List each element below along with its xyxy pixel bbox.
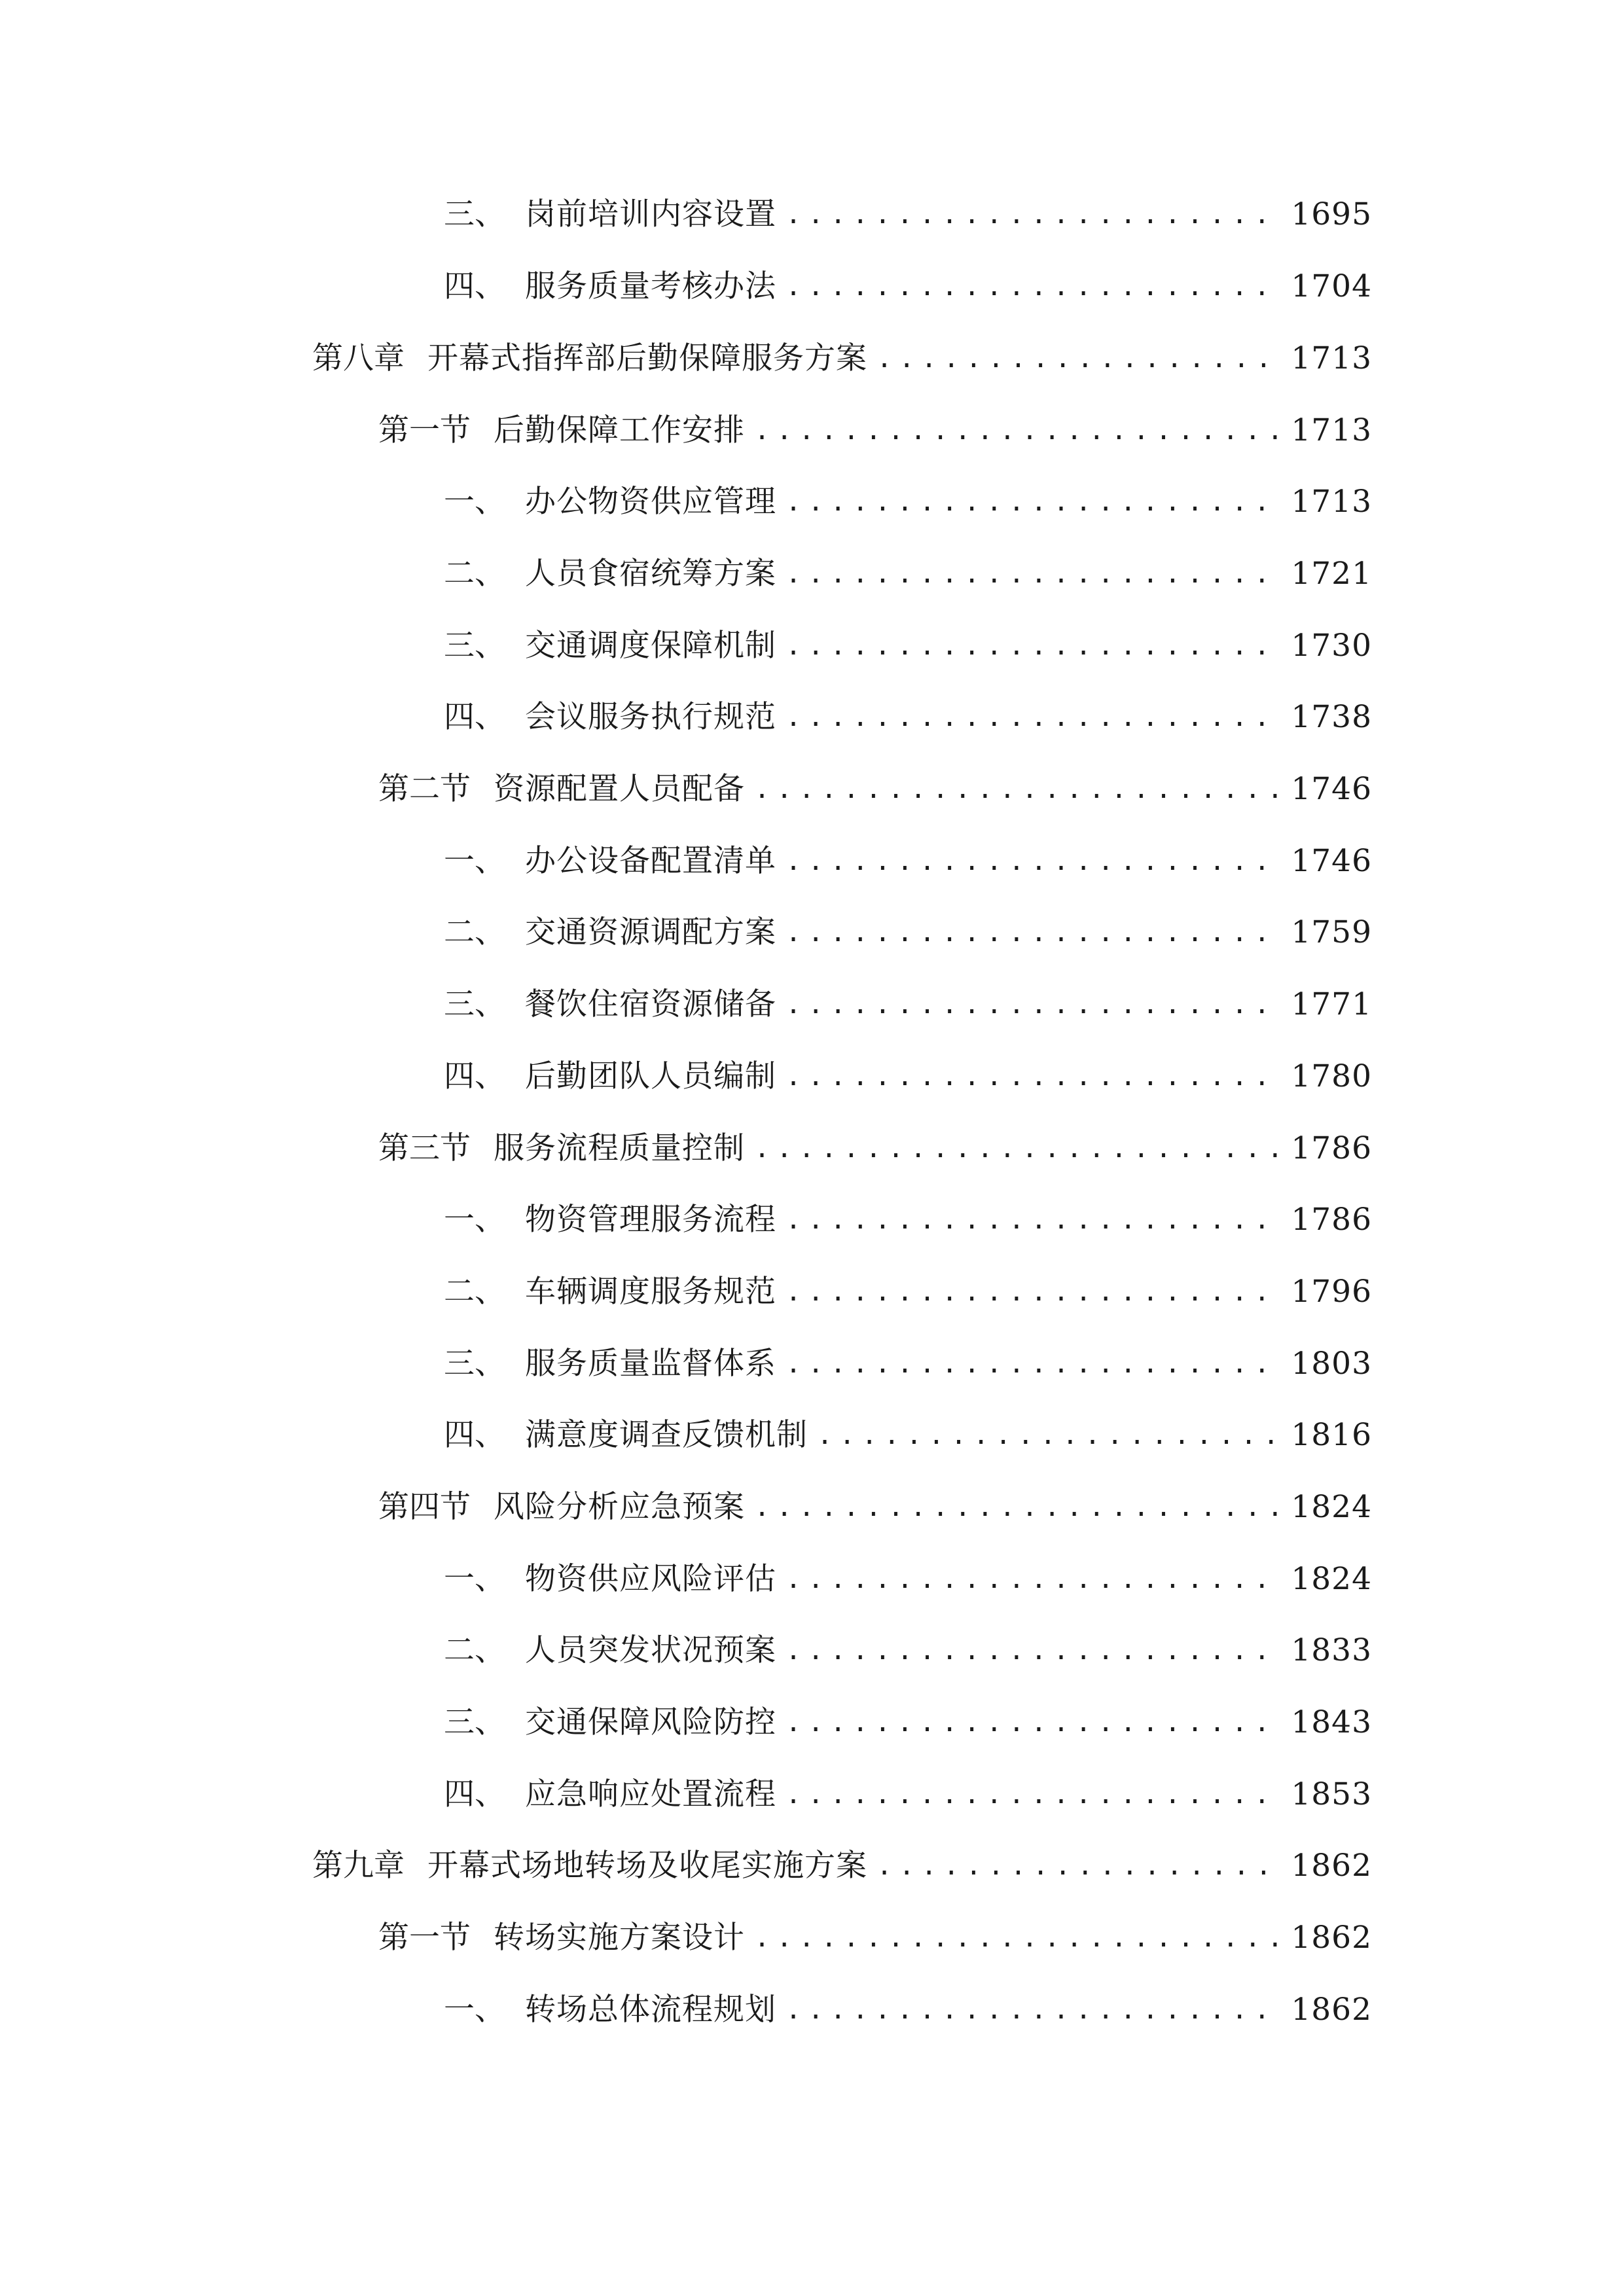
toc-entry-title: 交通保障风险防控	[525, 1704, 776, 1740]
toc-entry-title: 人员食宿统筹方案	[525, 556, 776, 592]
toc-entry-number: 第四节	[378, 1489, 471, 1525]
toc-entry[interactable]	[444, 1631, 1372, 1670]
toc-entry-title: 资源配置人员配备	[494, 771, 745, 807]
toc-entry-title: 风险分析应急预案	[494, 1489, 745, 1525]
toc-dot-leader	[785, 1560, 1279, 1599]
toc-dot-leader	[785, 842, 1279, 881]
toc-entry-page: 1713	[1291, 412, 1372, 448]
toc-entry-page: 1853	[1291, 1776, 1372, 1812]
toc-entry-page: 1843	[1291, 1704, 1372, 1740]
toc-entry-number: 四、	[444, 1417, 505, 1453]
toc-entry[interactable]	[444, 985, 1372, 1024]
toc-entry-title: 交通调度保障机制	[525, 628, 776, 664]
toc-dot-leader	[754, 1918, 1279, 1958]
toc-entry-number: 四、	[444, 1776, 505, 1812]
toc-dot-leader	[785, 482, 1279, 522]
toc-entry-title: 满意度调查反馈机制	[525, 1417, 808, 1453]
toc-section-entry[interactable]	[378, 411, 1372, 450]
toc-entry-number: 一、	[444, 1992, 505, 2028]
toc-entry-number: 一、	[444, 484, 505, 520]
toc-entry-number: 第三节	[378, 1130, 471, 1166]
toc-entry-title: 应急响应处置流程	[525, 1776, 776, 1812]
toc-entry-title: 岗前培训内容设置	[525, 196, 776, 232]
toc-entry-number: 四、	[444, 699, 505, 735]
toc-entry-number: 二、	[444, 914, 505, 950]
toc-entry-title: 开幕式指挥部后勤保障服务方案	[427, 340, 867, 376]
toc-entry[interactable]	[444, 1703, 1372, 1742]
toc-section-entry[interactable]	[378, 1918, 1372, 1958]
toc-entry[interactable]	[444, 267, 1372, 306]
toc-entry-page: 1738	[1291, 699, 1372, 735]
toc-entry-page: 1786	[1291, 1130, 1372, 1166]
toc-entry-number: 第二节	[378, 771, 471, 807]
toc-entry-page: 1824	[1291, 1561, 1372, 1597]
toc-dot-leader	[785, 1775, 1279, 1814]
toc-entry[interactable]	[444, 1990, 1372, 2030]
toc-entry-title: 服务流程质量控制	[494, 1130, 745, 1166]
toc-chapter-entry[interactable]	[312, 1846, 1372, 1886]
toc-entry-number: 第一节	[378, 412, 471, 448]
toc-entry-title: 后勤团队人员编制	[525, 1058, 776, 1094]
toc-entry-title: 办公设备配置清单	[525, 843, 776, 879]
toc-entry-number: 一、	[444, 1202, 505, 1238]
toc-dot-leader	[785, 985, 1279, 1024]
toc-entry-page: 1833	[1291, 1632, 1372, 1668]
toc-dot-leader	[754, 411, 1279, 450]
toc-entry[interactable]	[444, 195, 1372, 234]
toc-entry-title: 办公物资供应管理	[525, 484, 776, 520]
toc-entry-number: 二、	[444, 1274, 505, 1310]
toc-entry-number: 三、	[444, 196, 505, 232]
toc-entry-number: 二、	[444, 556, 505, 592]
toc-entry[interactable]	[444, 626, 1372, 666]
toc-entry-title: 车辆调度服务规范	[525, 1274, 776, 1310]
toc-dot-leader	[785, 626, 1279, 666]
toc-dot-leader	[817, 1416, 1279, 1455]
toc-entry-page: 1771	[1291, 986, 1372, 1022]
toc-entry-number: 第九章	[312, 1848, 405, 1884]
toc-entry-page: 1746	[1291, 771, 1372, 807]
toc-entry[interactable]	[444, 554, 1372, 594]
toc-dot-leader	[785, 913, 1279, 952]
toc-entry-number: 一、	[444, 843, 505, 879]
toc-entry[interactable]	[444, 1057, 1372, 1096]
toc-entry-page: 1713	[1291, 484, 1372, 520]
toc-dot-leader	[754, 770, 1279, 809]
toc-entry-title: 会议服务执行规范	[525, 699, 776, 735]
toc-entry-page: 1796	[1291, 1274, 1372, 1310]
toc-entry-number: 三、	[444, 1346, 505, 1382]
toc-entry[interactable]	[444, 1272, 1372, 1312]
toc-entry[interactable]	[444, 482, 1372, 522]
toc-entry[interactable]	[444, 1200, 1372, 1240]
toc-entry-number: 一、	[444, 1561, 505, 1597]
toc-entry[interactable]	[444, 1775, 1372, 1814]
toc-entry-title: 后勤保障工作安排	[494, 412, 745, 448]
toc-entry-page: 1759	[1291, 914, 1372, 950]
toc-entry-number: 三、	[444, 628, 505, 664]
toc-entry-page: 1746	[1291, 843, 1372, 879]
toc-entry-page: 1786	[1291, 1202, 1372, 1238]
toc-entry[interactable]	[444, 913, 1372, 952]
toc-entry-page: 1803	[1291, 1346, 1372, 1382]
toc-entry-number: 四、	[444, 268, 505, 304]
toc-entry-title: 转场实施方案设计	[494, 1920, 745, 1956]
toc-entry-page: 1695	[1291, 196, 1372, 232]
toc-entry[interactable]	[444, 1560, 1372, 1599]
toc-entry-title: 人员突发状况预案	[525, 1632, 776, 1668]
toc-entry-title: 服务质量考核办法	[525, 268, 776, 304]
toc-dot-leader	[785, 1703, 1279, 1742]
toc-section-entry[interactable]	[378, 1488, 1372, 1527]
toc-dot-leader	[876, 339, 1279, 378]
toc-entry[interactable]	[444, 1344, 1372, 1384]
toc-dot-leader	[754, 1488, 1279, 1527]
toc-entry-title: 餐饮住宿资源储备	[525, 986, 776, 1022]
toc-entry-title: 物资供应风险评估	[525, 1561, 776, 1597]
toc-entry-page: 1862	[1291, 1848, 1372, 1884]
toc-dot-leader	[785, 554, 1279, 594]
toc-dot-leader	[785, 1200, 1279, 1240]
toc-section-entry[interactable]	[378, 770, 1372, 809]
toc-chapter-entry[interactable]	[312, 339, 1372, 378]
toc-entry-page: 1824	[1291, 1489, 1372, 1525]
toc-entry-page: 1780	[1291, 1058, 1372, 1094]
toc-dot-leader	[785, 1344, 1279, 1384]
toc-entry-title: 服务质量监督体系	[525, 1346, 776, 1382]
toc-entry-number: 第八章	[312, 340, 405, 376]
toc-entry-page: 1704	[1291, 268, 1372, 304]
toc-entry-number: 二、	[444, 1632, 505, 1668]
toc-entry-title: 转场总体流程规划	[525, 1992, 776, 2028]
toc-entry[interactable]	[444, 842, 1372, 881]
toc-entry-page: 1713	[1291, 340, 1372, 376]
toc-dot-leader	[785, 195, 1279, 234]
toc-entry-page: 1862	[1291, 1920, 1372, 1956]
toc-entry-number: 第一节	[378, 1920, 471, 1956]
toc-entry-title: 物资管理服务流程	[525, 1202, 776, 1238]
toc-entry-title: 开幕式场地转场及收尾实施方案	[427, 1848, 867, 1884]
toc-entry-page: 1721	[1291, 556, 1372, 592]
toc-entry-number: 三、	[444, 1704, 505, 1740]
toc-entry-title: 交通资源调配方案	[525, 914, 776, 950]
toc-entry-number: 四、	[444, 1058, 505, 1094]
toc-dot-leader	[876, 1846, 1279, 1886]
toc-dot-leader	[785, 1057, 1279, 1096]
toc-entry-page: 1730	[1291, 628, 1372, 664]
toc-dot-leader	[785, 1990, 1279, 2030]
toc-dot-leader	[754, 1129, 1279, 1168]
toc-dot-leader	[785, 267, 1279, 306]
toc-entry[interactable]	[444, 1416, 1372, 1455]
toc-dot-leader	[785, 1272, 1279, 1312]
toc-dot-leader	[785, 1631, 1279, 1670]
toc-dot-leader	[785, 698, 1279, 737]
toc-section-entry[interactable]	[378, 1129, 1372, 1168]
toc-entry-number: 三、	[444, 986, 505, 1022]
toc-entry[interactable]	[444, 698, 1372, 737]
toc-entry-page: 1862	[1291, 1992, 1372, 2028]
toc-entry-page: 1816	[1291, 1417, 1372, 1453]
